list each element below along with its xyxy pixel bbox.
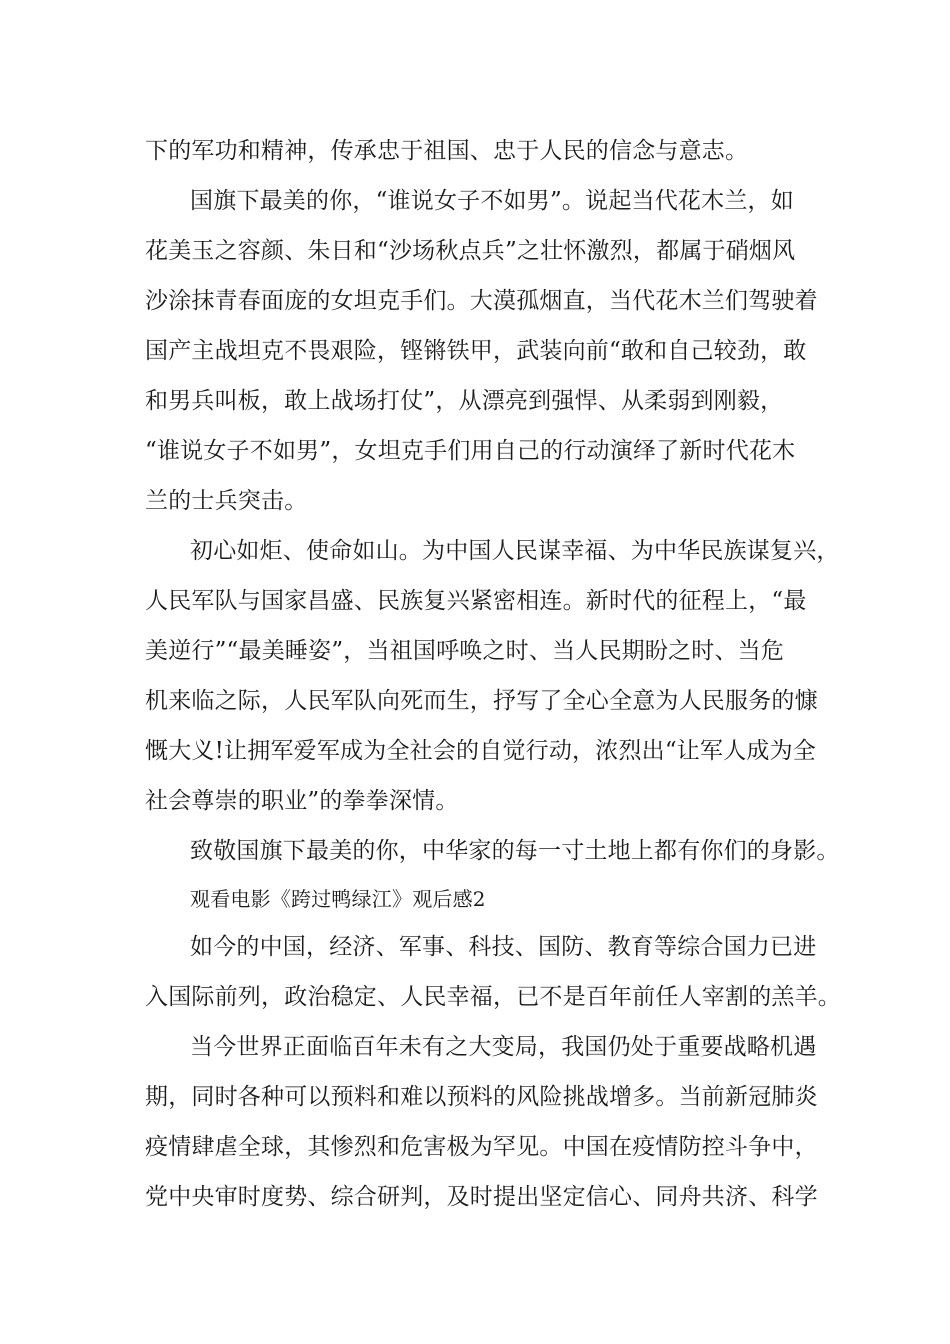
paragraph-first-line: 致敬国旗下最美的你，中华家的每一寸土地上都有你们的身影。 [190,838,840,864]
text-line: 慨大义!让拥军爱军成为全社会的自觉行动，浓烈出“让军人成为全 [145,738,817,764]
text-line: 机来临之际，人民军队向死而生，抒写了全心全意为人民服务的慷 [145,688,818,714]
text-line: 人民军队与国家昌盛、民族复兴紧密相连。新时代的征程上，“最 [145,588,807,614]
section-heading: 观看电影《跨过鸭绿江》观后感2 [190,887,486,911]
paragraph-first-line: 如今的中国，经济、军事、科技、国防、教育等综合国力已进 [190,934,817,960]
text-line: 花美玉之容颜、朱日和“沙场秋点兵”之壮怀激烈，都属于硝烟风 [145,238,796,264]
text-line: 党中央审时度势、综合研判，及时提出坚定信心、同舟共济、科学 [145,1184,818,1210]
text-line: 下的军功和精神，传承忠于祖国、忠于人民的信念与意志。 [145,138,749,164]
paragraph-first-line: 初心如炬、使命如山。为中国人民谋幸福、为中华民族谋复兴， [190,538,840,564]
text-line: 入国际前列，政治稳定、人民幸福，已不是百年前任人宰割的羔羊。 [145,984,841,1010]
text-line: 国产主战坦克不畏艰险，铿锵铁甲，武装向前“敢和自己较劲，敢 [145,338,807,364]
paragraph-first-line: 当今世界正面临百年未有之大变局，我国仍处于重要战略机遇 [190,1034,817,1060]
text-line: “谁说女子不如男”，女坦克手们用自己的行动演绎了新时代花木 [145,438,796,464]
paragraph-first-line: 国旗下最美的你，“谁说女子不如男”。说起当代花木兰，如 [190,188,794,214]
text-line: 兰的士兵突击。 [145,488,308,514]
text-line: 美逆行”“最美睡姿”，当祖国呼唤之时、当人民期盼之时、当危 [145,638,785,664]
text-line: 疫情肆虐全球，其惨烈和危害极为罕见。中国在疫情防控斗争中， [145,1134,818,1160]
text-line: 期，同时各种可以预料和难以预料的风险挑战增多。当前新冠肺炎 [145,1084,818,1110]
text-line: 和男兵叫板，敢上战场打仗”，从漂亮到强悍、从柔弱到刚毅， [145,388,784,414]
text-line: 沙涂抹青春面庞的女坦克手们。大漠孤烟直，当代花木兰们驾驶着 [145,288,818,314]
text-line: 社会尊崇的职业”的拳拳深情。 [145,788,459,814]
